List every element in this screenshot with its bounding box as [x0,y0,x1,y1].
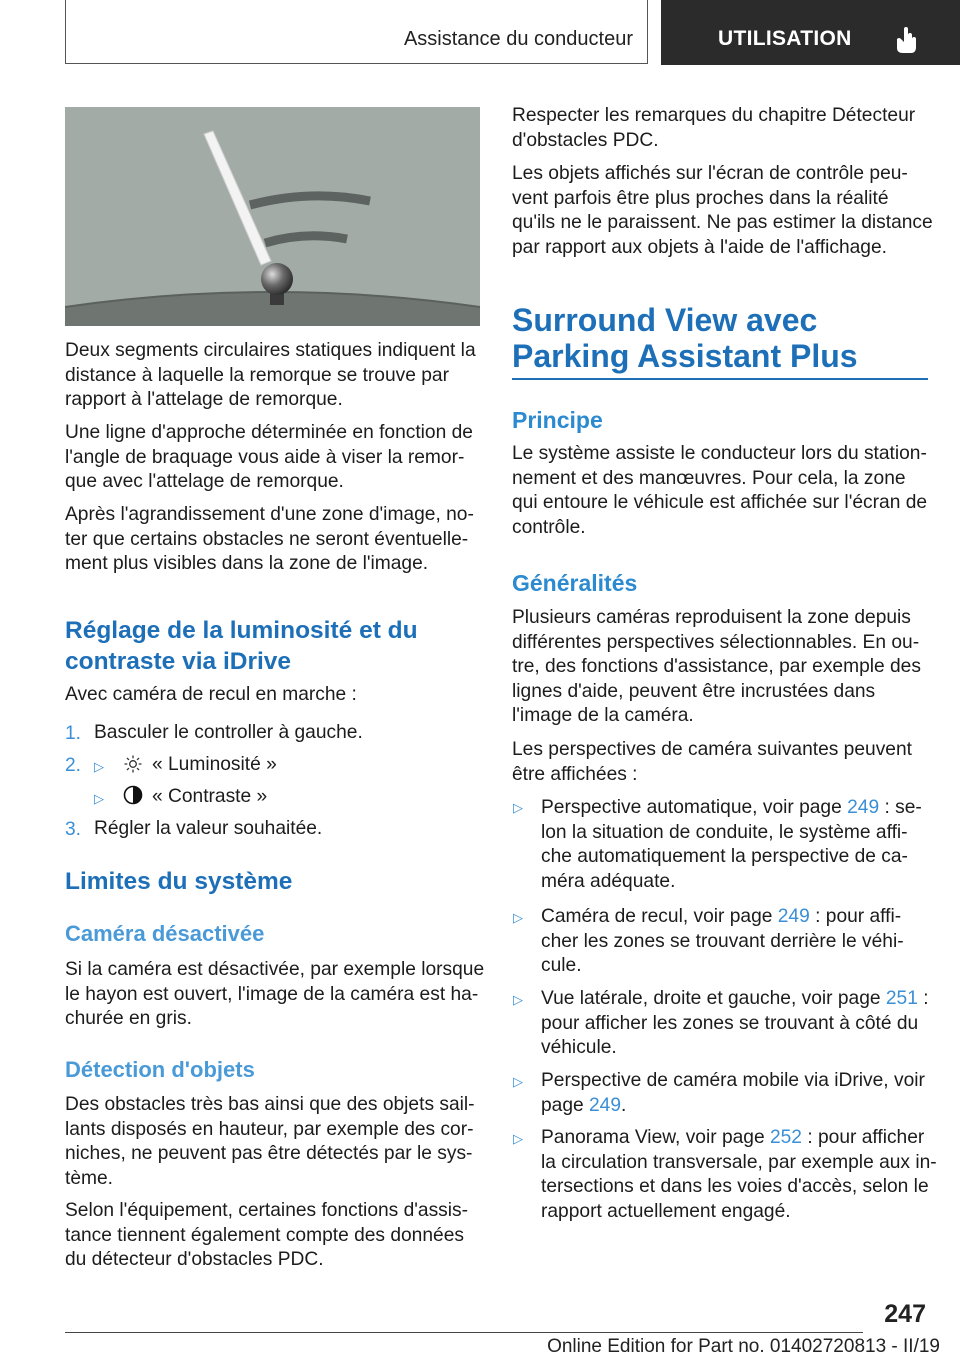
list-item-side-view: Vue latérale, droite et gauche, voir page 251 : pour afficher les zones se trouvant à côté du véhicule. [541,988,929,1058]
page-link[interactable]: 249 [777,906,810,927]
paragraph-principle: Le système assiste le conducteur lors du station- nement et des manœuvres. Pour cela, la zone qui entoure le véhicule est affichée sur l'écran de contrôle. [512,443,928,538]
paragraph-pdc-remarks: Respecter les remarques du chapitre Détecteur d'obstacles PDC. [512,105,916,151]
paragraph-object-detection: Des obstacles très bas ainsi que des objets sail- lants disposés en hauteur, par exemple des cor- niches, ne peuvent pas être détectés par le sys- tème. [65,1094,475,1189]
step-number: 2. [65,755,82,776]
sun-icon [124,755,142,773]
step-text: Basculer le controller à gauche. [94,722,363,743]
paragraph-perspectives: Les perspectives de caméra suivantes peuvent être affichées : [512,739,912,785]
paragraph-displayed-objects: Les objets affichés sur l'écran de contrôle peu- vent parfois être plus proches dans la réalité qu'ils ne le paraissent. Ne pas estimer la distance par rapport aux objets à l'aide de l'affichage. [512,163,933,258]
trailer-hitch-camera-figure [65,107,480,326]
step-text-contrast: « Contraste » [152,786,268,807]
heading-underline [512,378,928,380]
list-item-mobile-camera: Perspective de caméra mobile via iDrive, voir page 249. [541,1070,925,1116]
paragraph-segments: Deux segments circulaires statiques indiquent la distance à laquelle la remorque se trouve par rapport à l'attelage de remorque. [65,340,476,410]
hand-icon [893,26,919,54]
page-link[interactable]: 249 [589,1094,622,1116]
list-item-automatic: Perspective automatique, voir page 249 : se- lon la situation de conduite, le système affi- che automatiquement la perspective de ca- méra adéquate. [541,797,922,892]
page-link[interactable]: 251 [885,988,918,1009]
step-number: 1. [65,723,82,744]
paragraph-general-cameras: Plusieurs caméras reproduisent la zone depuis différentes perspectives sélectionnables. En ou- tre, des fonctions d'assistance, par exemple des lignes d'aide, peuvent être incrustées dans l'image de la caméra. [512,607,921,726]
heading-brightness-contrast: Réglage de la luminosité et du contraste via iDrive [65,617,418,675]
header-section-box [65,0,648,64]
heading-principle: Principe [512,407,603,433]
paragraph-rear-camera-on: Avec caméra de recul en marche : [65,684,357,705]
header-chapter-title: UTILISATION [718,27,852,50]
triangle-right-icon: ▷ [94,759,104,774]
heading-camera-disabled: Caméra désactivée [65,921,265,946]
paragraph-zoom: Après l'agrandissement d'une zone d'image, no- ter que certains obstacles ne seront éventuelle- ment plus visibles dans la zone de l'image. [65,504,474,574]
triangle-right-icon: ▷ [513,910,523,925]
header-section-title: Assistance du conducteur [403,28,633,50]
header-chapter-box [661,0,960,65]
list-item-rear-camera: Caméra de recul, voir page 249 : pour affi- cher les zones se trouvant derrière le véhi- cule. [541,906,904,976]
footer-edition: Online Edition for Part no. 01402720813 - II/19 [547,1336,940,1357]
step-text: Régler la valeur souhaitée. [94,818,323,839]
step-text-brightness: « Luminosité » [152,754,277,775]
step-number: 3. [65,819,82,840]
heading-object-detection: Détection d'objets [65,1057,255,1082]
triangle-right-icon: ▷ [94,791,104,806]
heading-surround-view: Surround View avec Parking Assistant Plus [512,302,858,374]
page-link[interactable]: 249 [847,797,880,818]
page-link[interactable]: 252 [769,1127,802,1148]
page-number: 247 [884,1300,926,1328]
triangle-right-icon: ▷ [513,1131,523,1146]
triangle-right-icon: ▷ [513,800,523,815]
paragraph-approach-line: Une ligne d'approche déterminée en fonction de l'angle de braquage vous aide à viser la remor- que avec l'attelage de remorque. [65,422,473,492]
footer-divider [65,1332,863,1333]
triangle-right-icon: ▷ [513,992,523,1007]
paragraph-equipment: Selon l'équipement, certaines fonctions d'assis- tance tiennent également compte des données du détecteur d'obstacles PDC. [65,1200,469,1270]
heading-system-limits: Limites du système [65,868,293,895]
heading-general: Généralités [512,570,638,596]
contrast-icon [123,785,143,805]
triangle-right-icon: ▷ [513,1074,523,1089]
paragraph-camera-disabled: Si la caméra est désactivée, par exemple lorsque le hayon est ouvert, l'image de la caméra est ha- churée en gris. [65,959,485,1029]
list-item-panorama: Panorama View, voir page 252 : pour afficher la circulation transversale, par exemple aux in- tersections et dans les voies d'accès, selon le rapport actuellement engagé. [541,1127,937,1222]
